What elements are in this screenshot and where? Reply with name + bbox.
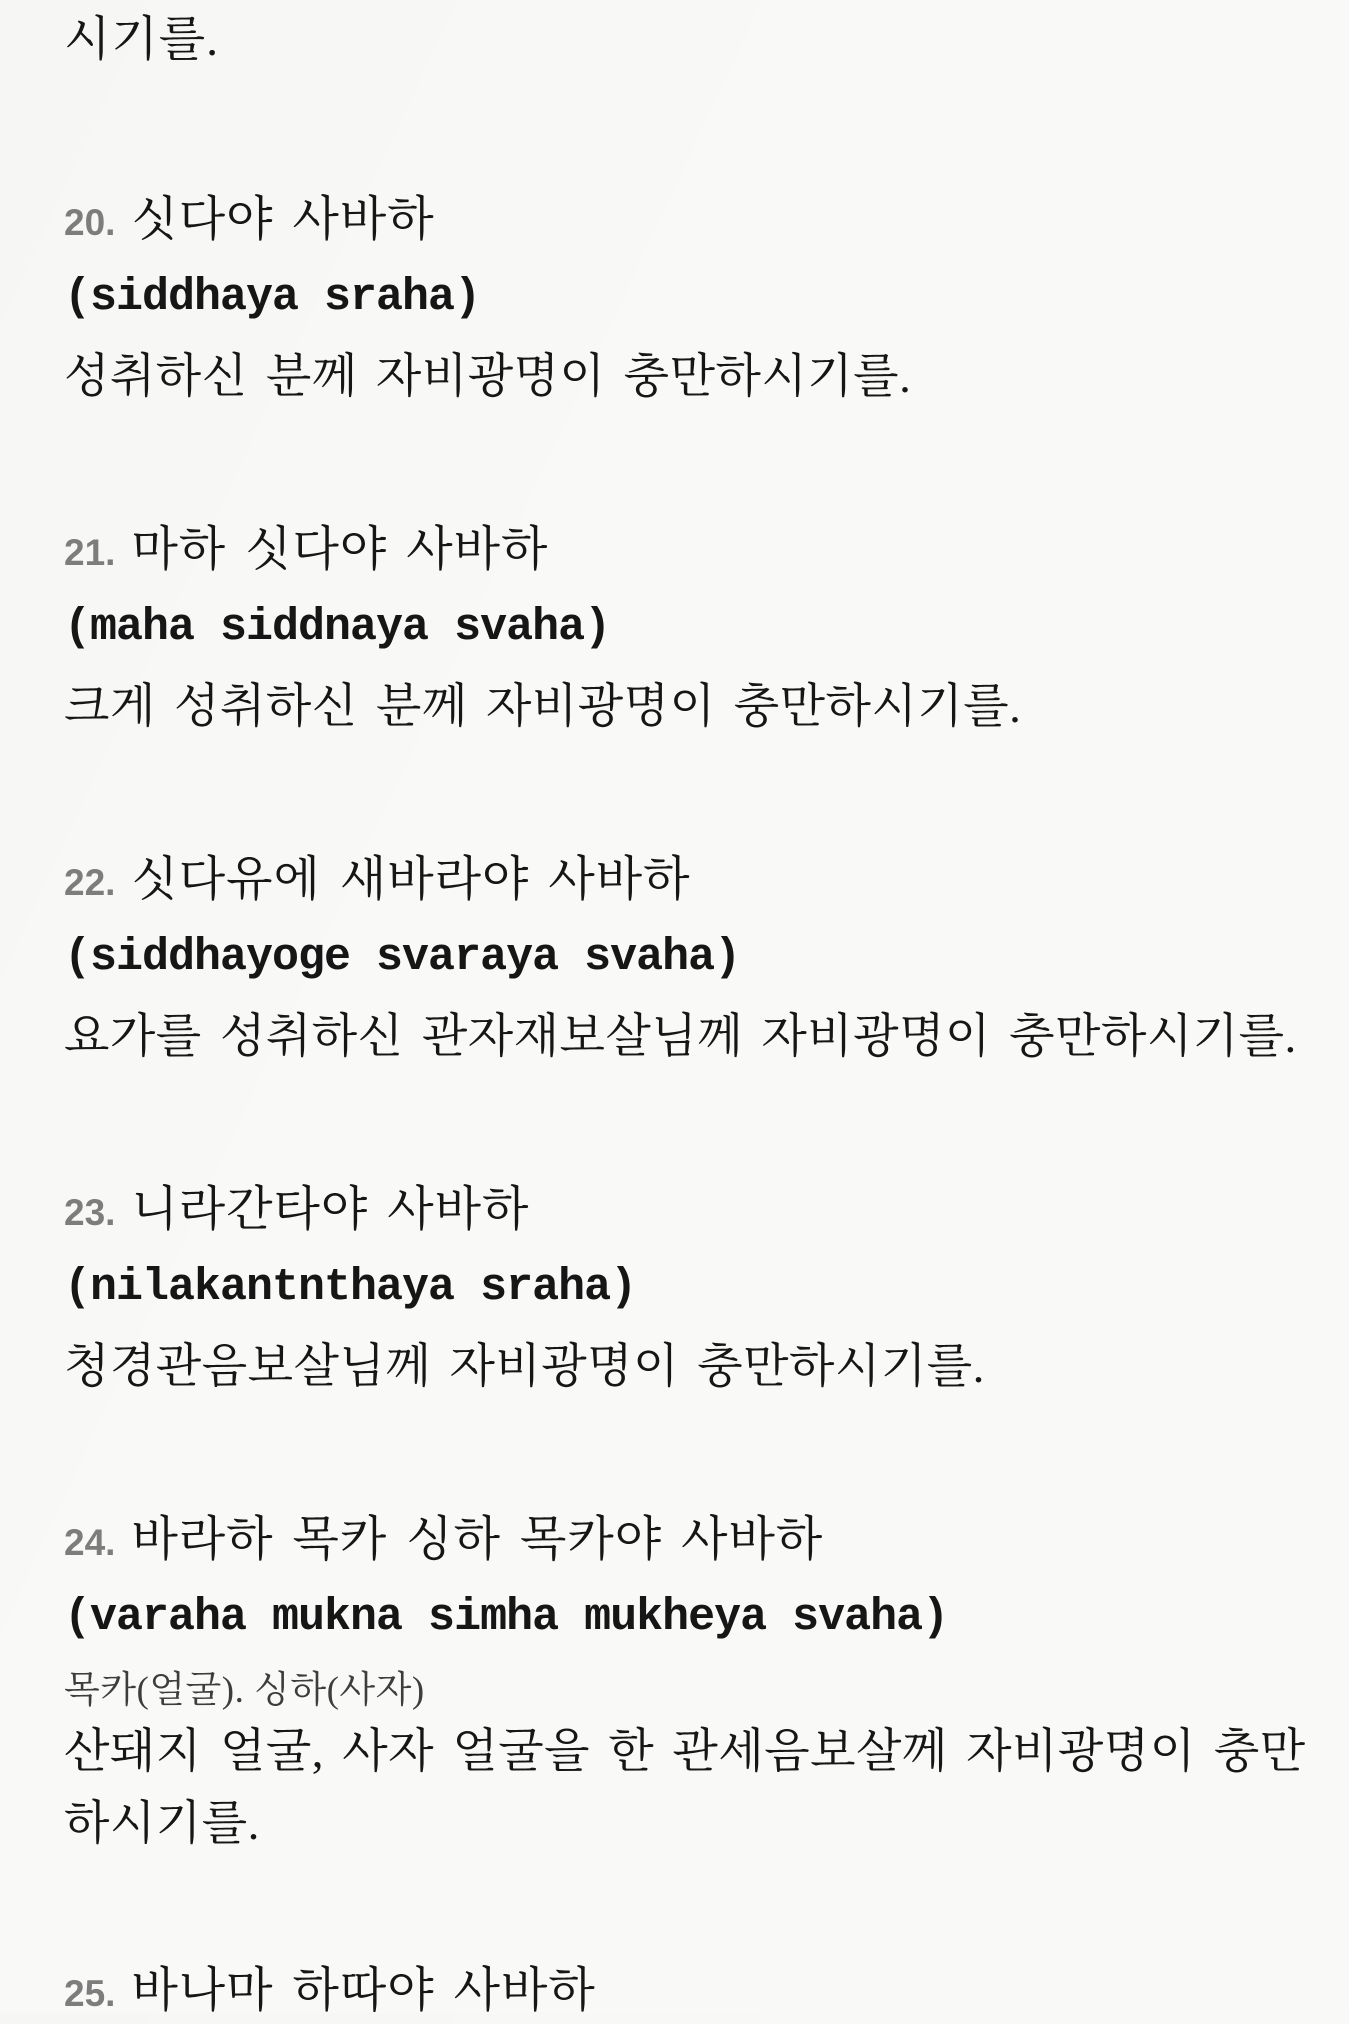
mantra-korean: 마하 싯다야 사바하 (131, 523, 549, 576)
mantra-line (64, 190, 1309, 253)
translation-line: 성취하신 분께 자비광명이 충만하시기를. (64, 351, 912, 403)
continuation-text: 시기를. (64, 13, 220, 66)
translation-line: 크게 성취하신 분께 자비광명이 충만하시기를. (64, 681, 1022, 733)
mantra-entry-25 (64, 1961, 1309, 2024)
mantra-entry-22 (64, 850, 1309, 1067)
entry-number: 24. (64, 1522, 116, 1563)
mantra-korean: 바라하 목카 싱하 목카야 사바하 (131, 1513, 824, 1566)
word-gloss: 목카(얼굴). 싱하(사자) (64, 1670, 425, 1711)
mantra-korean: 바나마 하따야 사바하 (131, 1964, 596, 2017)
mantra-korean: 싯다야 사바하 (131, 193, 435, 246)
translation-line: 요가를 성취하신 관자재보살님께 자비광명이 충만하시기를. (64, 1011, 1297, 1063)
mantra-romanization: (maha siddnaya svaha) (64, 602, 611, 653)
mantra-romanization: (nilakantnthaya sraha) (64, 1262, 637, 1313)
translation-line: 산돼지 얼굴, 사자 얼굴을 한 관세음보살께 자비광명이 충만 (64, 1726, 1306, 1778)
mantra-entry-23 (64, 1180, 1309, 1397)
mantra-line (64, 1510, 1309, 1573)
mantra-entry-21 (64, 520, 1309, 737)
mantra-line (64, 520, 1309, 583)
entry-number: 23. (64, 1192, 116, 1233)
mantra-entry-20 (64, 190, 1309, 407)
entry-number: 22. (64, 862, 116, 903)
mantra-line (64, 1961, 1309, 2024)
mantra-korean: 싯다유에 새바라야 사바하 (131, 853, 691, 906)
entry-number: 20. (64, 202, 116, 243)
mantra-line (64, 850, 1309, 913)
mantra-line (64, 1180, 1309, 1243)
mantra-romanization: (varaha mukna simha mukheya svaha) (64, 1592, 949, 1643)
mantra-romanization: (siddhaya sraha) (64, 272, 481, 323)
mantra-korean: 니라간타야 사바하 (131, 1183, 530, 1236)
translation-line: 청경관음보살님께 자비광명이 충만하시기를. (64, 1341, 985, 1393)
entry-number: 25. (64, 1973, 116, 2014)
mantra-romanization: (siddhayoge svaraya svaha) (64, 932, 741, 983)
translation-line: 하시기를. (64, 1798, 260, 1850)
mantra-entry-24 (64, 1510, 1309, 1853)
entry-number: 21. (64, 532, 116, 573)
